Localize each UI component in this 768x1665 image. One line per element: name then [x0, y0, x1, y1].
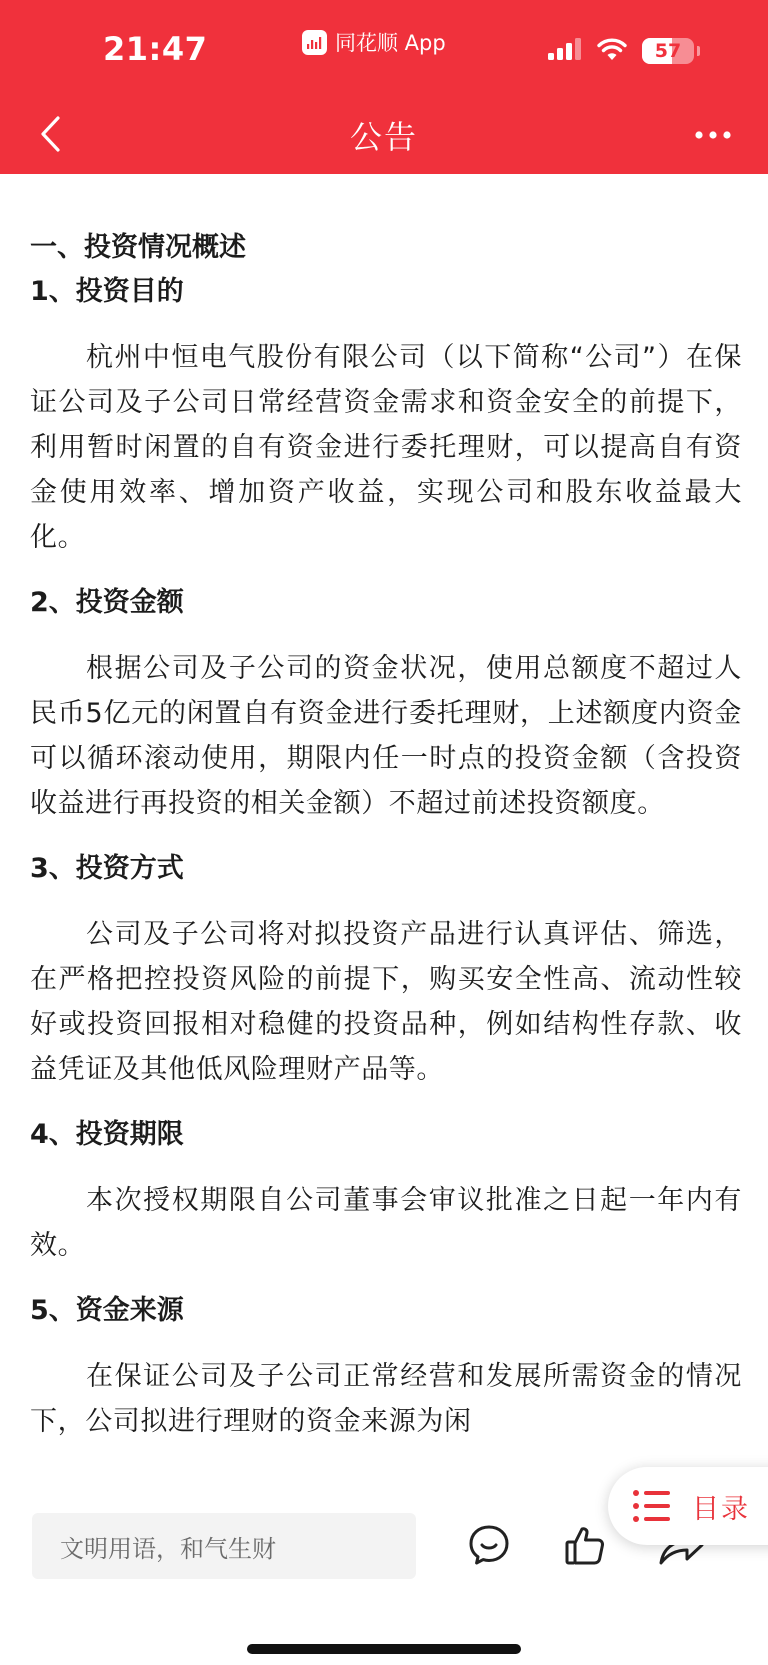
announcement-content	[30, 226, 742, 1444]
home-indicator[interactable]	[247, 1644, 521, 1654]
wifi-icon	[596, 37, 628, 65]
section-title: 2、投资金额	[30, 587, 184, 618]
status-app-name: 同花顺 App	[335, 31, 446, 55]
section-fund-source	[30, 1289, 742, 1444]
status-time: 21:47	[103, 30, 208, 68]
section-title: 5、资金来源	[30, 1295, 184, 1326]
toc-label: 目录	[692, 1493, 750, 1525]
section-investment-purpose	[30, 270, 742, 560]
comment-input[interactable]	[32, 1513, 416, 1579]
like-button[interactable]	[559, 1519, 611, 1571]
thumbs-up-icon	[563, 1523, 607, 1567]
section-body: 在保证公司及子公司正常经营和发展所需资金的情况下，公司拟进行理财的资金来源为闲	[30, 1361, 742, 1437]
section-body: 本次授权期限自公司董事会审议批准之日起一年内有效。	[30, 1185, 742, 1261]
page-title: 公告	[349, 118, 418, 156]
section-title: 1、投资目的	[30, 276, 184, 307]
list-icon	[632, 1489, 672, 1523]
section-investment-method	[30, 847, 742, 1092]
section-investment-period	[30, 1113, 742, 1268]
cellular-signal-icon	[548, 38, 582, 64]
battery-cap	[697, 46, 700, 56]
status-app-indicator[interactable]	[302, 28, 446, 56]
status-icons	[548, 38, 700, 64]
section-title: 3、投资方式	[30, 853, 184, 884]
battery-icon	[642, 38, 694, 64]
table-of-contents-button[interactable]	[608, 1467, 768, 1545]
article-heading: 一、投资情况概述	[30, 232, 246, 263]
more-dots-icon	[695, 131, 731, 139]
comment-button[interactable]	[463, 1519, 515, 1571]
section-body: 杭州中恒电气股份有限公司（以下简称“公司”）在保证公司及子公司日常经营资金需求和资金安全的前提下，利用暂时闲置的自有资金进行委托理财，可以提高自有资金使用效率、增加资产收益，实现公司和股东收益最大化。	[30, 342, 742, 553]
more-options-button[interactable]	[688, 118, 738, 152]
app-logo-icon	[302, 30, 327, 55]
section-body: 根据公司及子公司的资金状况，使用总额度不超过人民币5亿元的闲置自有资金进行委托理财，上述额度内资金可以循环滚动使用，期限内任一时点的投资金额（含投资收益进行再投资的相关金额）不超过前述投资额度。	[30, 653, 742, 819]
section-body: 公司及子公司将对拟投资产品进行认真评估、筛选，在严格把控投资风险的前提下，购买安全性高、流动性较好或投资回报相对稳健的投资品种，例如结构性存款、收益凭证及其他低风险理财产品等。	[30, 919, 742, 1085]
battery-percent: 57	[654, 40, 682, 62]
section-investment-amount	[30, 581, 742, 826]
section-title: 4、投资期限	[30, 1119, 184, 1150]
chat-bubble-icon	[467, 1523, 511, 1567]
app-header	[0, 0, 768, 174]
comment-placeholder: 文明用语，和气生财	[60, 1534, 276, 1563]
